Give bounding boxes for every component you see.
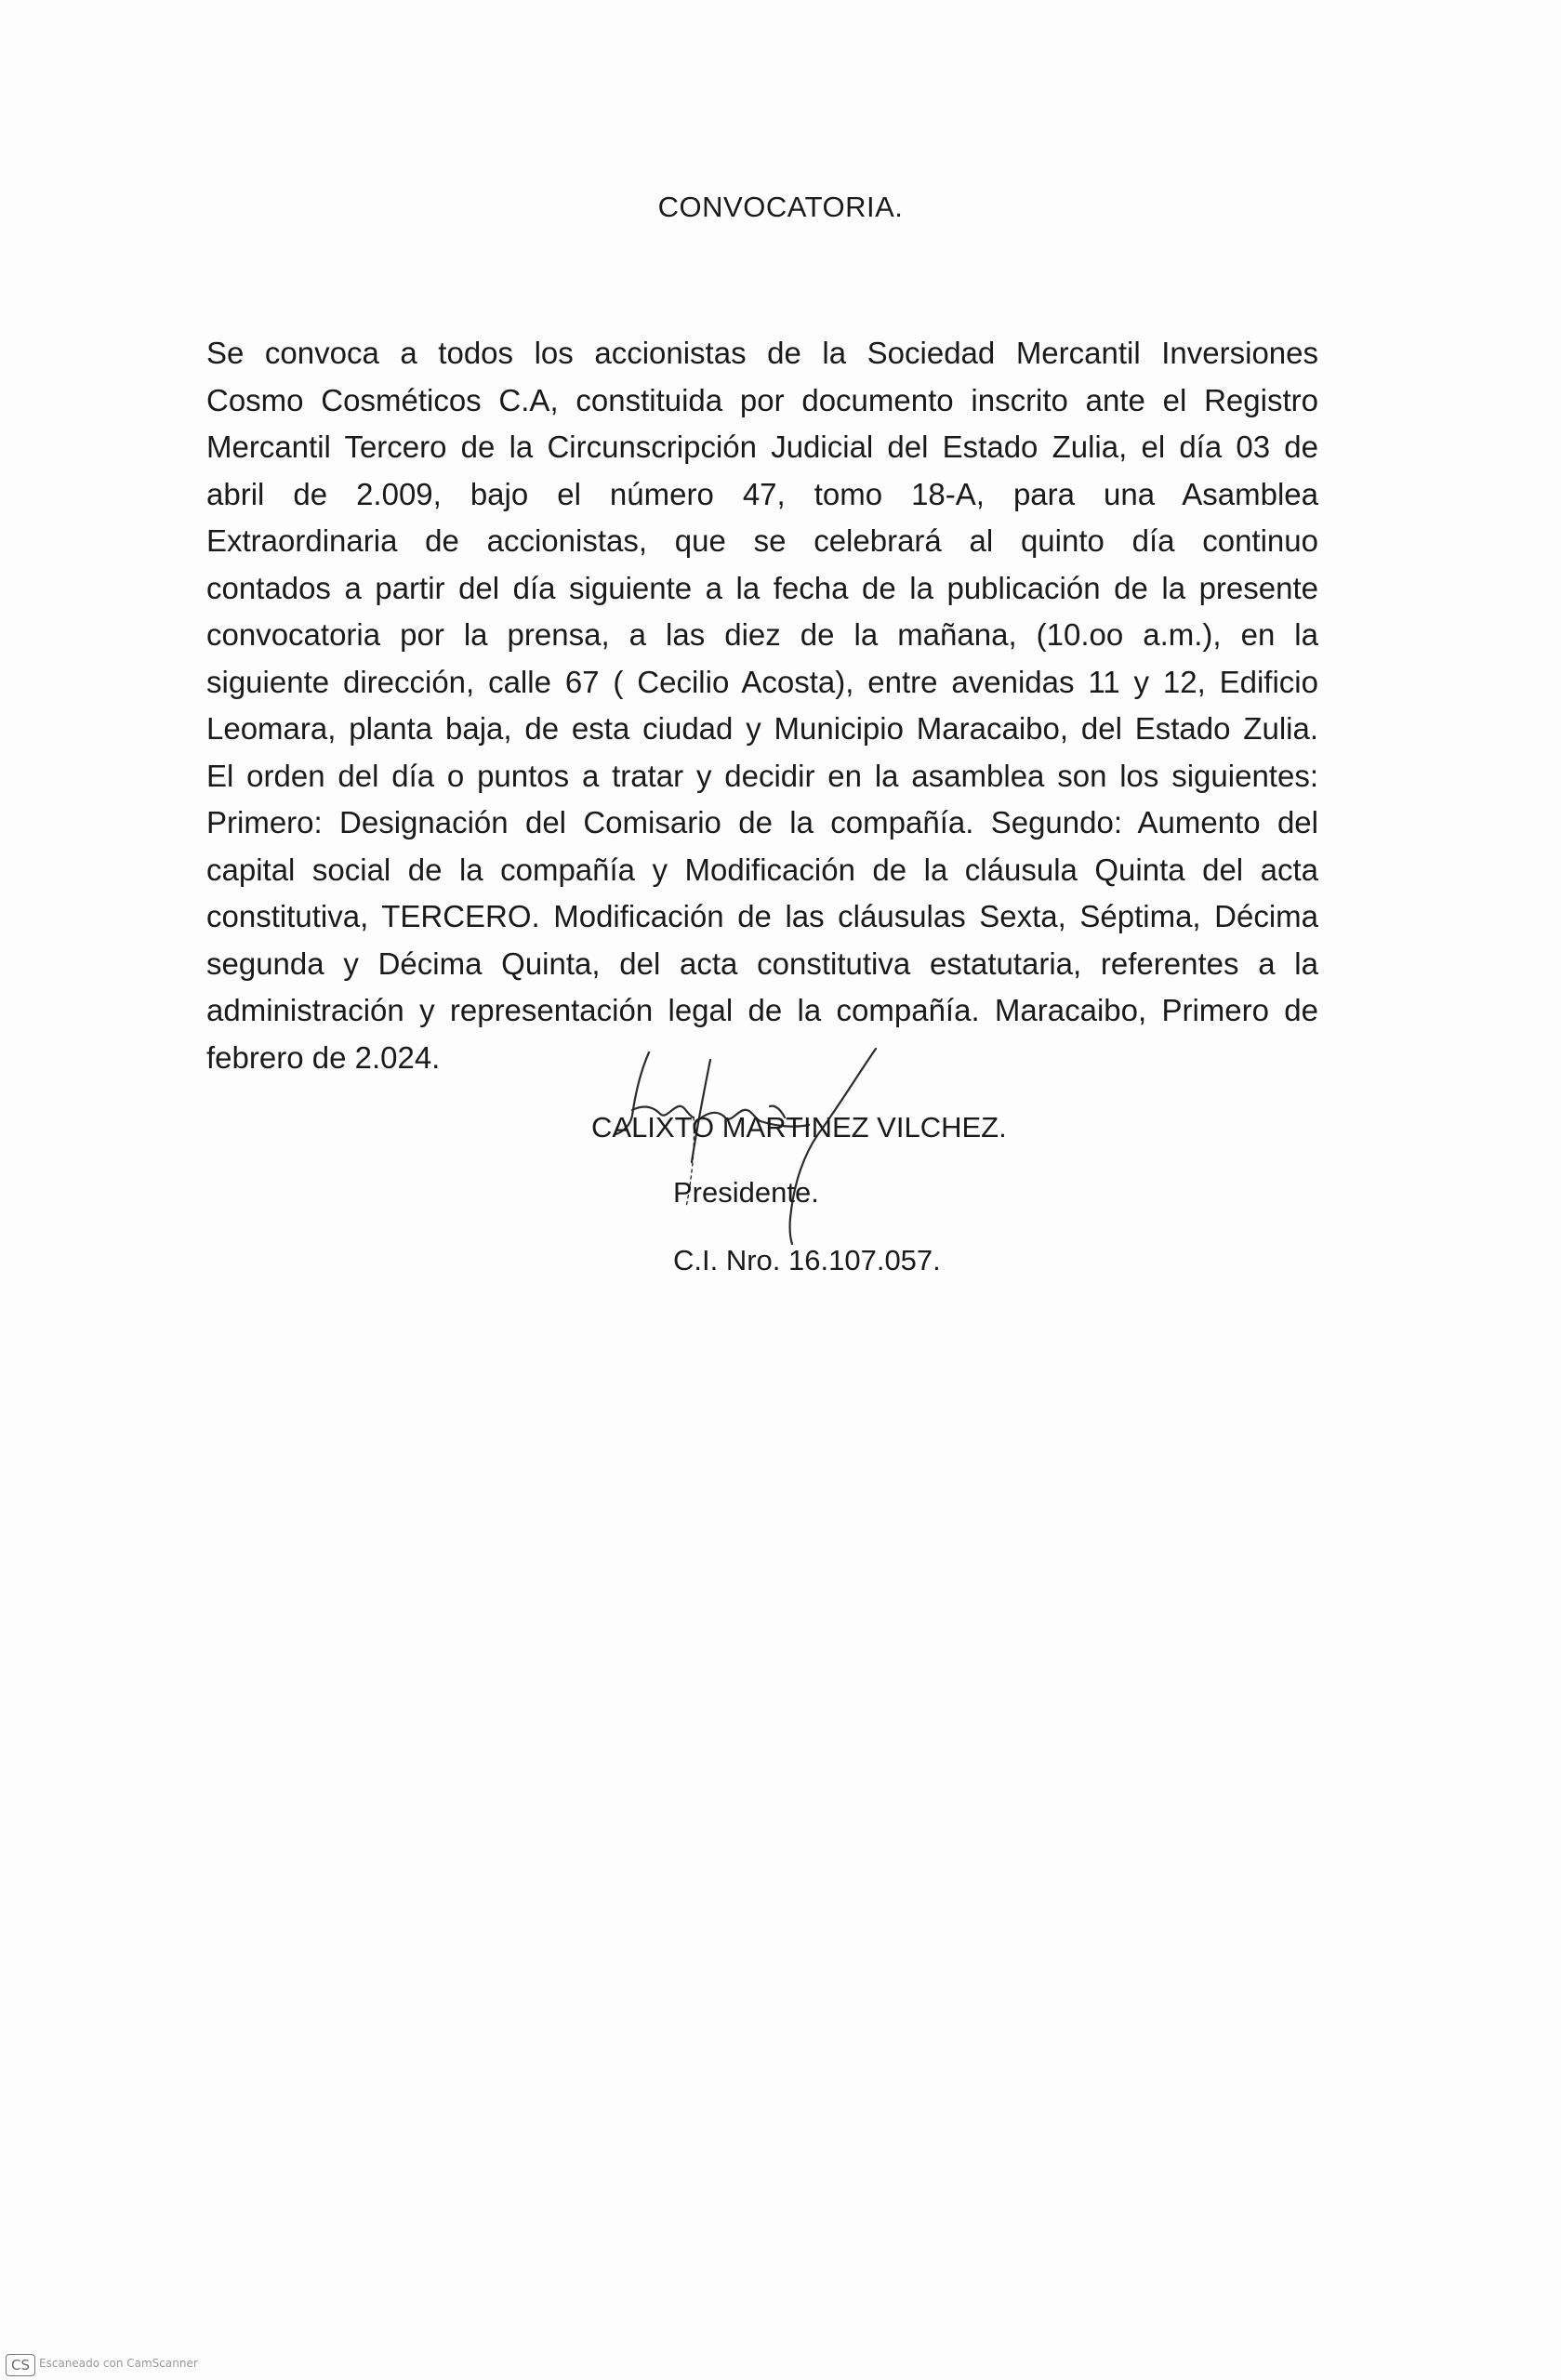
signatory-name: CALIXTO MARTINEZ VILCHEZ.: [591, 1111, 1007, 1144]
body-line: Extraordinaria de accionistas, que se celebrará al quinto día continuo: [206, 523, 1318, 558]
body-line: administración y representación legal de la compañía. Maracaibo, Primero de: [206, 993, 1318, 1027]
document-body: [206, 330, 1318, 1081]
body-line: constitutiva, TERCERO. Modificación de las cláusulas Sexta, Séptima, Décima: [206, 899, 1318, 933]
body-line: abril de 2.009, bajo el número 47, tomo 18-A, para una Asamblea: [206, 476, 1318, 511]
body-line: segunda y Décima Quinta, del acta constitutiva estatutaria, referentes a la: [206, 945, 1318, 981]
body-line: Leomara, planta baja, de esta ciudad y Municipio Maracaibo, del Estado Zulia.: [206, 711, 1318, 746]
body-line: Mercantil Tercero de la Circunscripción Judicial del Estado Zulia, el día 03 de: [206, 430, 1318, 464]
body-line: contados a partir del día siguiente a la fecha de la publicación de la presente: [206, 570, 1318, 605]
signatory-role: Presidente.: [673, 1176, 819, 1209]
body-line: Se convoca a todos los accionistas de la Sociedad Mercantil Inversiones: [206, 336, 1318, 370]
camscanner-logo-icon: CS: [6, 2354, 35, 2376]
body-line: siguiente dirección, calle 67 ( Cecilio Acosta), entre avenidas 11 y 12, Edificio: [206, 664, 1318, 699]
body-line: convocatoria por la prensa, a las diez de la mañana, (10.oo a.m.), en la: [206, 617, 1318, 652]
scanner-caption: Escaneado con CamScanner: [39, 2357, 198, 2370]
body-line: Primero: Designación del Comisario de la compañía. Segundo: Aumento del: [206, 805, 1318, 840]
body-line: febrero de 2.024.: [206, 1039, 441, 1075]
body-line: El orden del día o puntos a tratar y decidir en la asamblea son los siguientes:: [206, 758, 1318, 793]
signatory-id: C.I. Nro. 16.107.057.: [673, 1244, 941, 1276]
document-title: CONVOCATORIA.: [657, 191, 904, 223]
body-line: capital social de la compañía y Modificación de la cláusula Quinta del acta: [206, 852, 1318, 887]
body-line: Cosmo Cosméticos C.A, constituida por documento inscrito ante el Registro: [206, 382, 1318, 417]
